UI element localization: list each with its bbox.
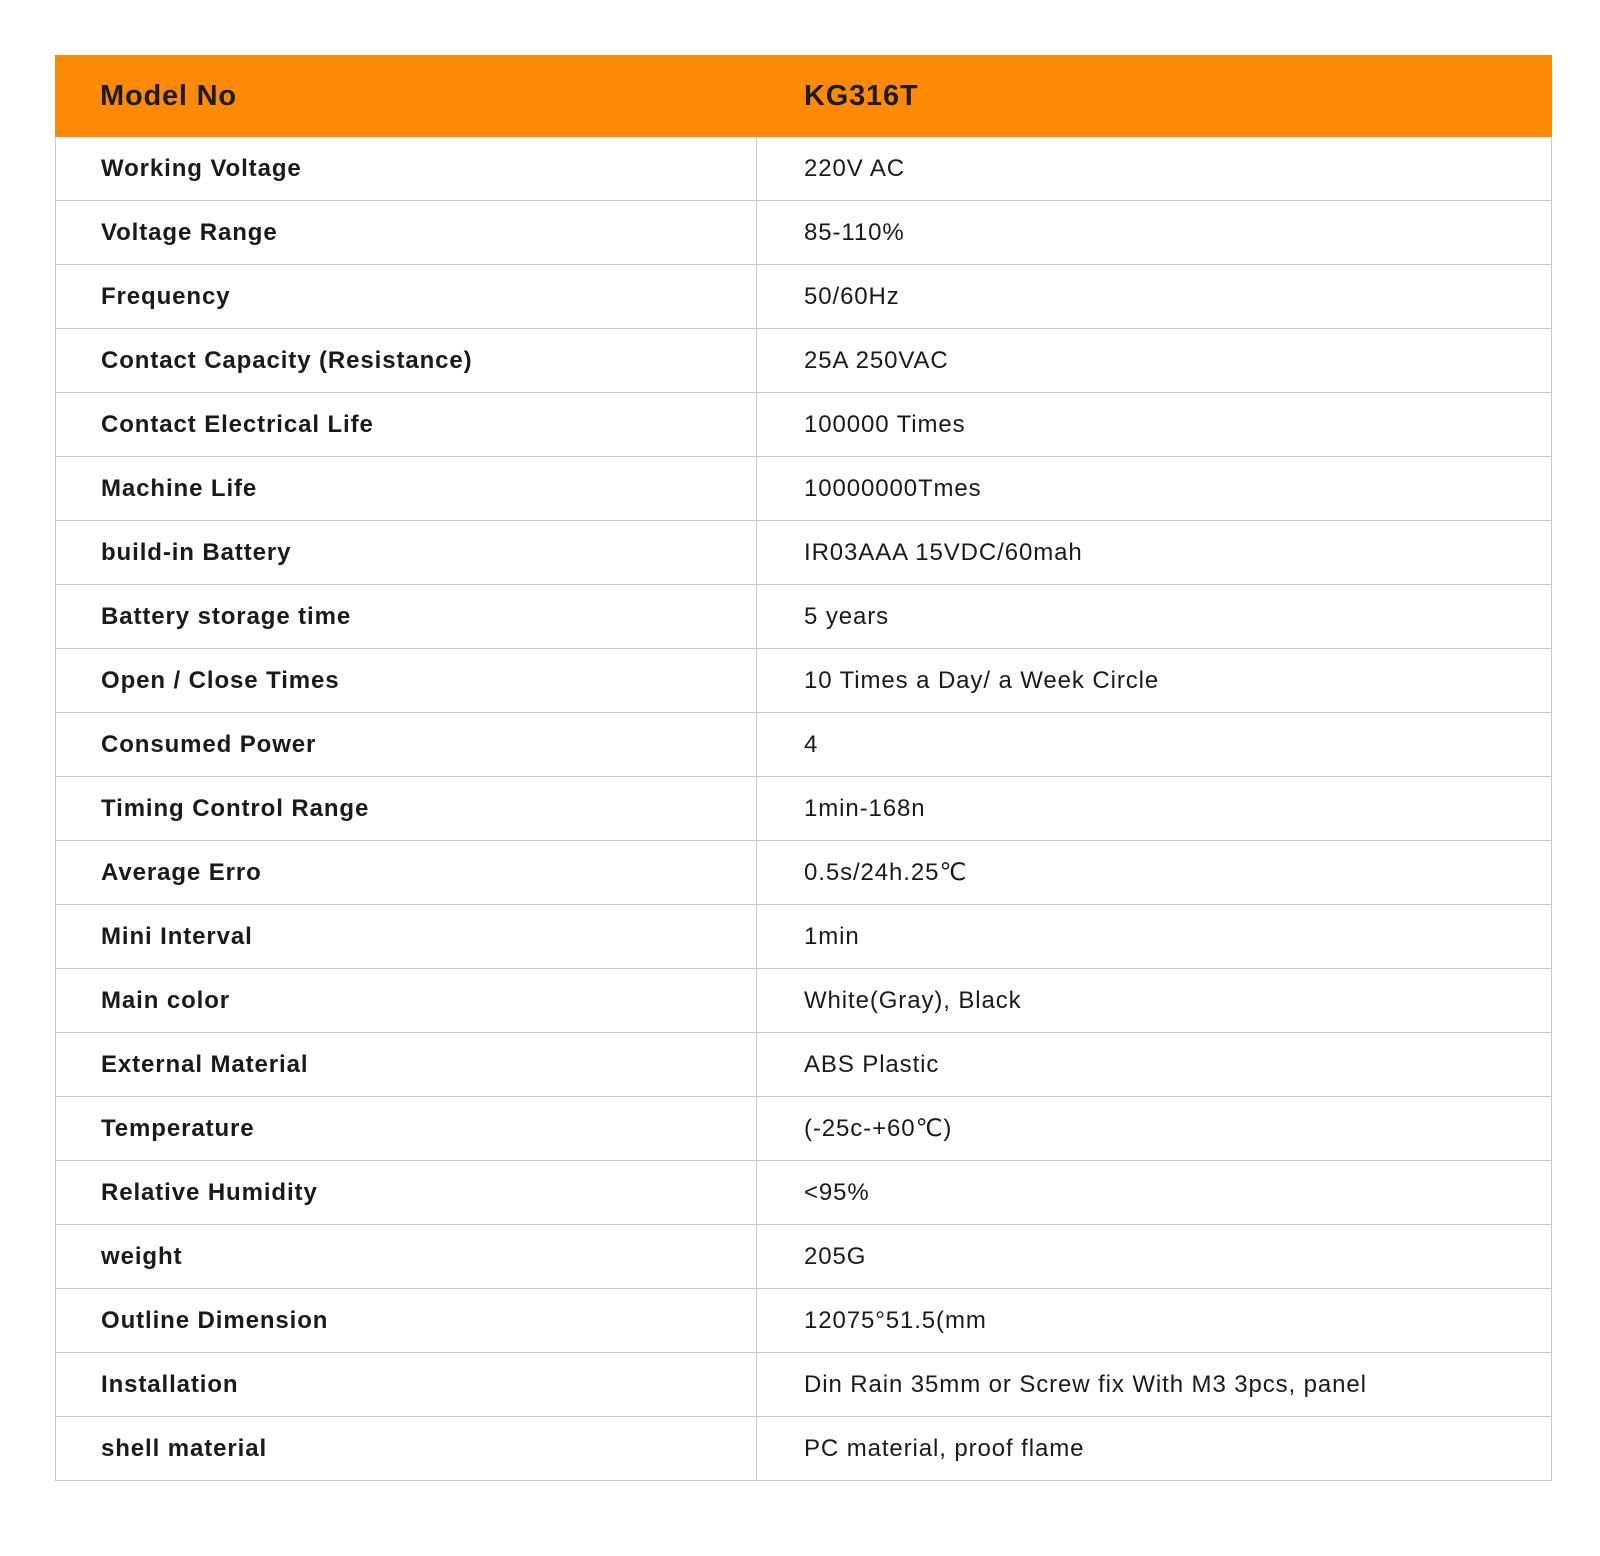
- table-row: [56, 969, 1552, 1033]
- spec-label: Average Erro: [56, 841, 757, 905]
- table-row: [56, 521, 1552, 585]
- spec-label: Timing Control Range: [56, 777, 757, 841]
- spec-label: shell material: [56, 1417, 757, 1481]
- spec-value: IR03AAA 15VDC/60mah: [757, 521, 1552, 585]
- spec-value: PC material, proof flame: [757, 1417, 1552, 1481]
- table-row: [56, 1289, 1552, 1353]
- spec-value: 10 Times a Day/ a Week Circle: [757, 649, 1552, 713]
- table-row: [56, 329, 1552, 393]
- spec-value: 1min: [757, 905, 1552, 969]
- table-header-row: [56, 56, 1552, 137]
- spec-label: Battery storage time: [56, 585, 757, 649]
- spec-value: <95%: [757, 1161, 1552, 1225]
- table-row: [56, 777, 1552, 841]
- spec-value: 50/60Hz: [757, 265, 1552, 329]
- spec-label: Contact Capacity (Resistance): [56, 329, 757, 393]
- spec-value: 85-110%: [757, 201, 1552, 265]
- table-row: [56, 137, 1552, 201]
- table-row: [56, 1353, 1552, 1417]
- spec-table-body: [56, 137, 1552, 1481]
- spec-label: Outline Dimension: [56, 1289, 757, 1353]
- spec-label: Relative Humidity: [56, 1161, 757, 1225]
- spec-label: Machine Life: [56, 457, 757, 521]
- table-row: [56, 713, 1552, 777]
- table-row: [56, 585, 1552, 649]
- header-label: Model No: [56, 56, 757, 137]
- spec-value: Din Rain 35mm or Screw fix With M3 3pcs, panel: [757, 1353, 1552, 1417]
- spec-label: Open / Close Times: [56, 649, 757, 713]
- spec-label: External Material: [56, 1033, 757, 1097]
- spec-label: Working Voltage: [56, 137, 757, 201]
- table-row: [56, 1033, 1552, 1097]
- table-row: [56, 201, 1552, 265]
- table-row: [56, 649, 1552, 713]
- spec-value: 220V AC: [757, 137, 1552, 201]
- spec-label: Consumed Power: [56, 713, 757, 777]
- table-row: [56, 905, 1552, 969]
- spec-value: 100000 Times: [757, 393, 1552, 457]
- spec-label: Main color: [56, 969, 757, 1033]
- spec-label: Temperature: [56, 1097, 757, 1161]
- table-row: [56, 1097, 1552, 1161]
- table-row: [56, 393, 1552, 457]
- spec-label: Voltage Range: [56, 201, 757, 265]
- spec-value: 10000000Tmes: [757, 457, 1552, 521]
- table-row: [56, 1225, 1552, 1289]
- spec-table: [55, 55, 1552, 1481]
- table-row: [56, 457, 1552, 521]
- spec-value: 0.5s/24h.25℃: [757, 841, 1552, 905]
- spec-label: Mini Interval: [56, 905, 757, 969]
- spec-value: 5 years: [757, 585, 1552, 649]
- spec-value: 205G: [757, 1225, 1552, 1289]
- spec-value: 4: [757, 713, 1552, 777]
- spec-value: White(Gray), Black: [757, 969, 1552, 1033]
- table-row: [56, 841, 1552, 905]
- table-row: [56, 1161, 1552, 1225]
- spec-value: 12075°51.5(mm: [757, 1289, 1552, 1353]
- spec-label: Installation: [56, 1353, 757, 1417]
- spec-label: Contact Electrical Life: [56, 393, 757, 457]
- table-row: [56, 265, 1552, 329]
- header-value: KG316T: [757, 56, 1552, 137]
- spec-value: 25A 250VAC: [757, 329, 1552, 393]
- table-row: [56, 1417, 1552, 1481]
- spec-value: ABS Plastic: [757, 1033, 1552, 1097]
- spec-value: 1min-168n: [757, 777, 1552, 841]
- spec-label: Frequency: [56, 265, 757, 329]
- spec-label: weight: [56, 1225, 757, 1289]
- spec-value: (-25c-+60℃): [757, 1097, 1552, 1161]
- spec-label: build-in Battery: [56, 521, 757, 585]
